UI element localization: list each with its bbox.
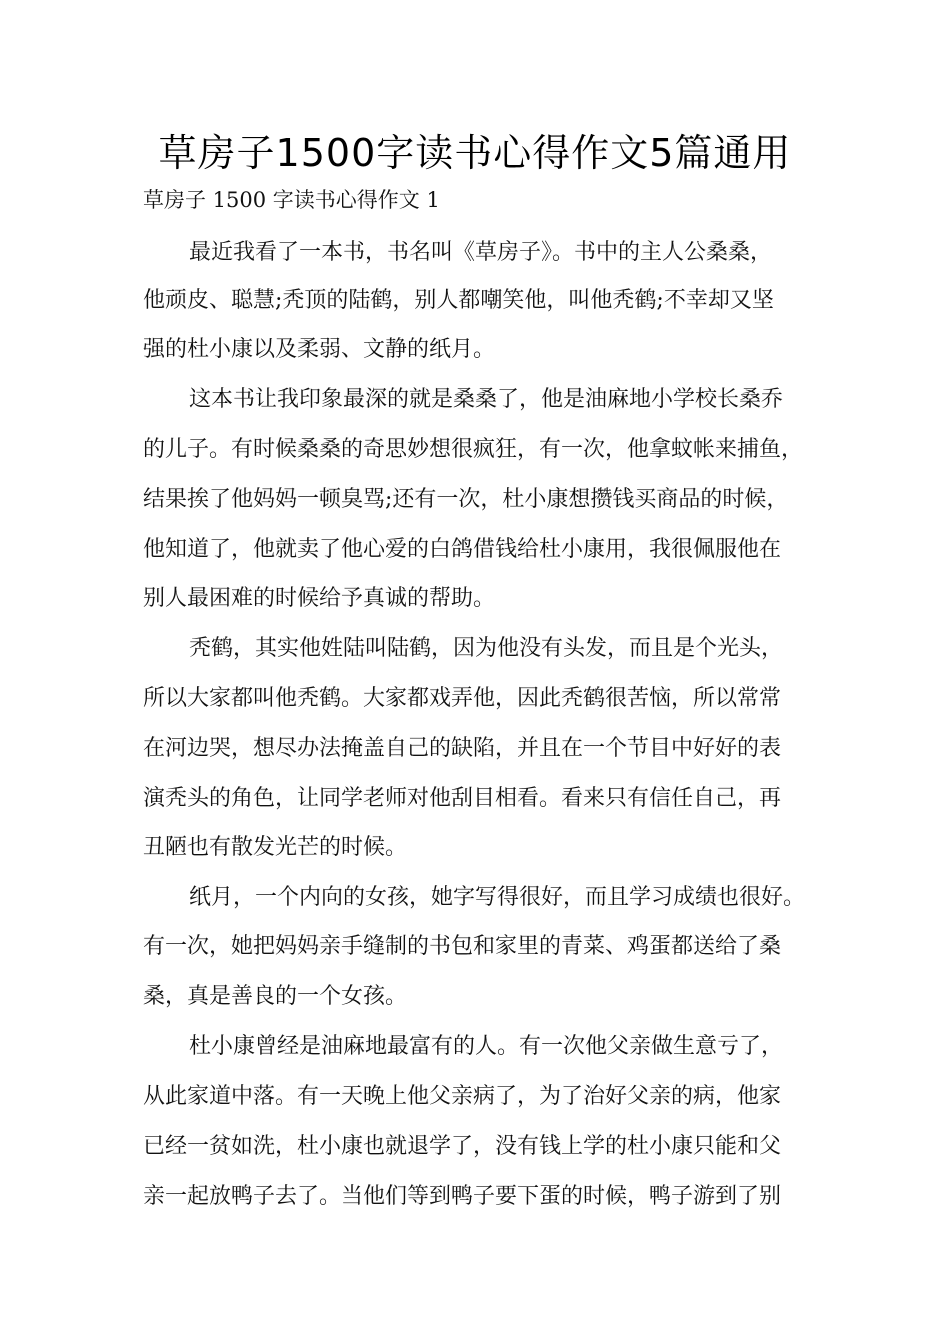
paragraph-4-line-1: 纸月，一个内向的女孩，她字写得很好，而且学习成绩也很好。 (189, 885, 806, 910)
paragraph-3-line-3: 在河边哭，想尽办法掩盖自己的缺陷，并且在一个节目中好好的表 (143, 736, 782, 761)
paragraph-3-line-4: 演秃头的角色，让同学老师对他刮目相看。看来只有信任自己，再 (143, 786, 782, 811)
paragraph-3-line-5: 丑陋也有散发光芒的时候。 (143, 835, 408, 860)
paragraph-2-line-1: 这本书让我印象最深的就是桑桑了，他是油麻地小学校长桑乔 (189, 387, 784, 412)
paragraph-1-line-3: 强的杜小康以及柔弱、文静的纸月。 (143, 337, 496, 362)
document-title: 草房子1500字读书心得作文5篇通用 (158, 131, 792, 175)
paragraph-5-line-1: 杜小康曾经是油麻地最富有的人。有一次他父亲做生意亏了， (189, 1034, 784, 1059)
paragraph-4-line-2: 有一次，她把妈妈亲手缝制的书包和家里的青菜、鸡蛋都送给了桑 (143, 934, 782, 959)
paragraph-3-line-1: 秃鹤，其实他姓陆叫陆鹤，因为他没有头发，而且是个光头， (189, 636, 784, 661)
paragraph-3-line-2: 所以大家都叫他秃鹤。大家都戏弄他，因此秃鹤很苦恼，所以常常 (143, 686, 782, 711)
paragraph-1-line-2: 他顽皮、聪慧;秃顶的陆鹤，别人都嘲笑他，叫他秃鹤;不幸却又坚 (143, 288, 774, 313)
paragraph-2-line-5: 别人最困难的时候给予真诚的帮助。 (143, 586, 496, 611)
paragraph-5-line-2: 从此家道中落。有一天晚上他父亲病了，为了治好父亲的病，他家 (143, 1084, 782, 1109)
paragraph-5-line-4: 亲一起放鸭子去了。当他们等到鸭子要下蛋的时候，鸭子游到了别 (143, 1184, 782, 1209)
paragraph-2-line-2: 的儿子。有时候桑桑的奇思妙想很疯狂，有一次，他拿蚊帐来捕鱼， (143, 437, 804, 462)
paragraph-2-line-4: 他知道了，他就卖了他心爱的白鸽借钱给杜小康用，我很佩服他在 (143, 537, 782, 562)
paragraph-5-line-3: 已经一贫如洗，杜小康也就退学了，没有钱上学的杜小康只能和父 (143, 1134, 782, 1159)
section-heading: 草房子 1500 字读书心得作文 1 (143, 188, 440, 212)
paragraph-1-line-1: 最近我看了一本书，书名叫《草房子》。书中的主人公桑桑， (189, 240, 773, 265)
paragraph-2-line-3: 结果挨了他妈妈一顿臭骂;还有一次，杜小康想攒钱买商品的时候， (143, 487, 789, 512)
paragraph-4-line-3: 桑，真是善良的一个女孩。 (143, 984, 408, 1009)
